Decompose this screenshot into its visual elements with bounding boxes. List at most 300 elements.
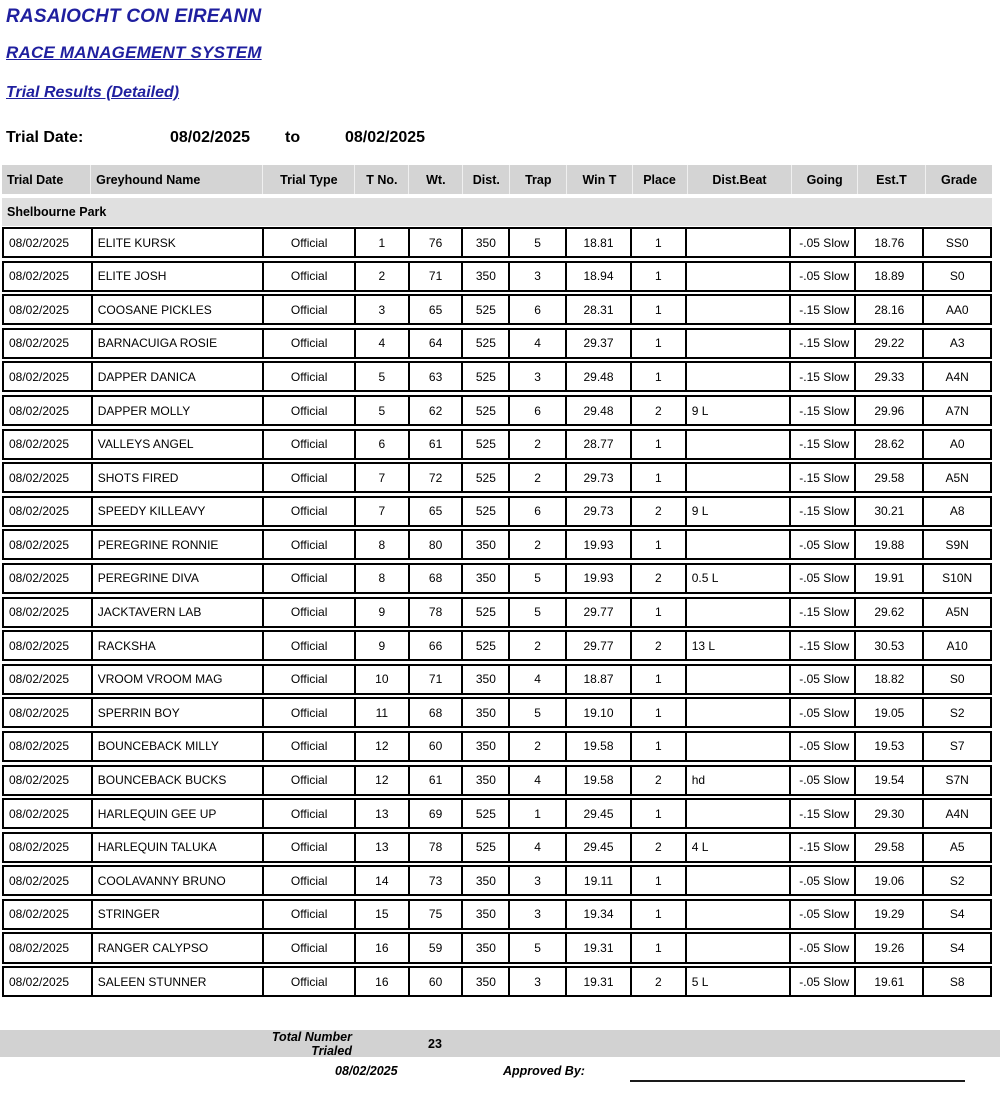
cell-greyhound-name: COOSANE PICKLES [93,296,265,323]
cell-t-no: 4 [356,330,410,357]
cell-trial-date: 08/02/2025 [4,968,93,995]
cell-trial-date: 08/02/2025 [4,296,93,323]
cell-trial-date: 08/02/2025 [4,733,93,760]
cell-dist: 350 [463,666,510,693]
cell-win-t: 19.93 [567,565,632,592]
cell-dist: 350 [463,263,510,290]
table-row [2,832,992,863]
column-header-grade: Grade [940,172,978,187]
cell-dist: 350 [463,699,510,726]
column-header-est-t: Est.T [858,165,926,194]
cell-trial-type: Official [264,934,356,961]
cell-wt: 66 [410,632,464,659]
cell-dist-beat: 5 L [687,968,792,995]
cell-trial-date: 08/02/2025 [4,800,93,827]
cell-trial-type: Official [264,464,356,491]
cell-dist: 350 [463,867,510,894]
cell-t-no: 6 [356,431,410,458]
cell-greyhound-name: STRINGER [93,901,265,928]
cell-dist-beat [687,599,792,626]
cell-t-no: 7 [356,498,410,525]
cell-t-no: 5 [356,363,410,390]
cell-wt: 65 [410,498,464,525]
cell-trap: 4 [510,834,567,861]
cell-trial-type: Official [264,767,356,794]
table-row [2,328,992,359]
cell-win-t: 29.37 [567,330,632,357]
cell-place: 2 [632,498,687,525]
cell-wt: 72 [410,464,464,491]
footer-report-date: 08/02/2025 [335,1064,398,1079]
cell-place: 1 [632,296,687,323]
cell-greyhound-name: RANGER CALYPSO [93,934,265,961]
cell-greyhound-name: COOLAVANNY BRUNO [93,867,265,894]
cell-wt: 80 [410,531,464,558]
cell-dist-beat [687,800,792,827]
cell-wt: 76 [410,229,464,256]
cell-trap: 3 [510,363,567,390]
cell-trial-date: 08/02/2025 [4,263,93,290]
cell-trap: 2 [510,464,567,491]
cell-t-no: 10 [356,666,410,693]
cell-wt: 61 [410,767,464,794]
cell-dist: 525 [463,431,510,458]
cell-win-t: 29.45 [567,800,632,827]
cell-est-t: 30.21 [856,498,924,525]
cell-trial-type: Official [264,263,356,290]
table-row [2,765,992,796]
cell-t-no: 11 [356,699,410,726]
trial-date-to: 08/02/2025 [345,129,426,146]
cell-trap: 4 [510,767,567,794]
cell-dist-beat [687,867,792,894]
cell-going: -.05 Slow [791,229,856,256]
cell-trap: 4 [510,330,567,357]
cell-est-t: 29.30 [856,800,924,827]
cell-trial-type: Official [264,363,356,390]
cell-trial-date: 08/02/2025 [4,531,93,558]
cell-trap: 5 [510,934,567,961]
cell-t-no: 12 [356,733,410,760]
cell-place: 1 [632,229,687,256]
cell-greyhound-name: PEREGRINE RONNIE [93,531,265,558]
cell-t-no: 14 [356,867,410,894]
cell-place: 2 [632,767,687,794]
table-row [2,429,992,460]
cell-wt: 59 [410,934,464,961]
cell-trial-date: 08/02/2025 [4,431,93,458]
cell-trial-date: 08/02/2025 [4,397,93,424]
cell-win-t: 19.11 [567,867,632,894]
cell-win-t: 29.77 [567,632,632,659]
cell-wt: 73 [410,867,464,894]
cell-place: 1 [632,263,687,290]
cell-trap: 6 [510,397,567,424]
cell-greyhound-name: PEREGRINE DIVA [93,565,265,592]
cell-dist: 525 [463,800,510,827]
cell-greyhound-name: ELITE JOSH [93,263,265,290]
cell-dist: 350 [463,531,510,558]
cell-grade: A5N [945,605,969,620]
cell-t-no: 1 [356,229,410,256]
cell-going: -.05 Slow [791,666,856,693]
cell-win-t: 29.48 [567,397,632,424]
cell-wt: 64 [410,330,464,357]
cell-trial-type: Official [264,431,356,458]
column-header-greyhound-name: Greyhound Name [91,165,263,194]
cell-dist: 350 [463,901,510,928]
column-header-t-no: T No. [355,165,409,194]
cell-trial-type: Official [264,296,356,323]
table-row [2,462,992,493]
cell-greyhound-name: SALEEN STUNNER [93,968,265,995]
cell-trap: 2 [510,431,567,458]
cell-going: -.05 Slow [791,531,856,558]
cell-wt: 78 [410,834,464,861]
cell-dist: 350 [463,767,510,794]
cell-going: -.05 Slow [791,699,856,726]
cell-win-t: 28.77 [567,431,632,458]
cell-grade: S0 [949,269,965,284]
cell-win-t: 18.81 [567,229,632,256]
cell-place: 1 [632,464,687,491]
cell-place: 1 [632,531,687,558]
cell-trial-date: 08/02/2025 [4,330,93,357]
cell-dist: 525 [463,498,510,525]
cell-grade: S4 [949,941,965,956]
cell-est-t: 28.62 [856,431,924,458]
cell-grade: AA0 [945,302,969,317]
cell-win-t: 19.58 [567,733,632,760]
cell-trial-date: 08/02/2025 [4,666,93,693]
cell-wt: 68 [410,699,464,726]
cell-greyhound-name: VROOM VROOM MAG [93,666,265,693]
cell-trial-type: Official [264,599,356,626]
cell-grade: S9N [945,537,969,552]
cell-dist-beat: hd [687,767,792,794]
cell-trial-type: Official [264,632,356,659]
cell-dist-beat [687,296,792,323]
cell-est-t: 28.16 [856,296,924,323]
cell-dist: 350 [463,934,510,961]
cell-win-t: 29.73 [567,464,632,491]
table-row [2,697,992,728]
org-title: RASAIOCHT CON EIREANN [6,6,262,27]
column-header-dist: Dist. [463,165,510,194]
total-trialed-bar [0,1030,1000,1057]
table-row [2,496,992,527]
cell-wt: 62 [410,397,464,424]
cell-dist-beat [687,363,792,390]
trial-date-label: Trial Date: [6,129,84,146]
table-row [2,798,992,829]
cell-dist: 525 [463,632,510,659]
cell-place: 1 [632,599,687,626]
cell-wt: 60 [410,968,464,995]
cell-greyhound-name: SHOTS FIRED [93,464,265,491]
cell-trial-type: Official [264,498,356,525]
cell-dist: 525 [463,363,510,390]
cell-greyhound-name: BARNACUIGA ROSIE [93,330,265,357]
cell-going: -.15 Slow [791,800,856,827]
cell-trap: 5 [510,599,567,626]
cell-grade: S2 [949,705,965,720]
track-section-row [2,198,992,226]
cell-grade: A4N [945,369,969,384]
table-row [2,261,992,292]
cell-trial-date: 08/02/2025 [4,901,93,928]
cell-win-t: 19.31 [567,968,632,995]
cell-going: -.05 Slow [791,901,856,928]
cell-wt: 63 [410,363,464,390]
cell-grade: A0 [949,437,965,452]
cell-trap: 3 [510,867,567,894]
cell-win-t: 19.58 [567,767,632,794]
cell-going: -.15 Slow [791,397,856,424]
cell-greyhound-name: DAPPER MOLLY [93,397,265,424]
table-row [2,294,992,325]
cell-trap: 6 [510,296,567,323]
column-header-trial-date: Trial Date [2,165,91,194]
cell-going: -.05 Slow [791,968,856,995]
cell-dist-beat: 9 L [687,498,792,525]
cell-trial-type: Official [264,968,356,995]
cell-trial-date: 08/02/2025 [4,464,93,491]
cell-trial-type: Official [264,901,356,928]
cell-trial-type: Official [264,397,356,424]
cell-place: 2 [632,565,687,592]
cell-trial-date: 08/02/2025 [4,229,93,256]
table-row [2,597,992,628]
cell-t-no: 7 [356,464,410,491]
cell-trap: 3 [510,263,567,290]
cell-trap: 1 [510,800,567,827]
cell-trial-date: 08/02/2025 [4,867,93,894]
cell-t-no: 16 [356,934,410,961]
footer-approval-line [0,1061,1000,1101]
cell-t-no: 16 [356,968,410,995]
cell-greyhound-name: SPEEDY KILLEAVY [93,498,265,525]
total-trialed-label: Total Number Trialed [271,1029,352,1058]
cell-dist: 350 [463,733,510,760]
table-row [2,563,992,594]
cell-place: 1 [632,330,687,357]
cell-est-t: 18.76 [856,229,924,256]
cell-trial-type: Official [264,834,356,861]
cell-grade: S2 [949,873,965,888]
cell-greyhound-name: RACKSHA [93,632,265,659]
cell-est-t: 18.82 [856,666,924,693]
cell-est-t: 19.05 [856,699,924,726]
cell-trial-date: 08/02/2025 [4,934,93,961]
cell-win-t: 19.10 [567,699,632,726]
cell-place: 1 [632,867,687,894]
column-header-wt: Wt. [409,165,463,194]
cell-grade: S0 [949,672,965,687]
cell-wt: 61 [410,431,464,458]
cell-going: -.15 Slow [791,632,856,659]
cell-greyhound-name: BOUNCEBACK MILLY [93,733,265,760]
cell-grade: SS0 [945,235,969,250]
cell-wt: 68 [410,565,464,592]
cell-place: 1 [632,934,687,961]
cell-dist: 525 [463,834,510,861]
cell-t-no: 3 [356,296,410,323]
cell-place: 1 [632,901,687,928]
table-row [2,899,992,930]
cell-grade: A3 [949,336,965,351]
total-trialed-value: 23 [428,1036,442,1051]
table-row [2,966,992,997]
cell-dist-beat [687,934,792,961]
table-body [2,227,992,997]
cell-dist: 350 [463,968,510,995]
cell-place: 1 [632,431,687,458]
signature-line [630,1080,965,1082]
cell-est-t: 19.29 [856,901,924,928]
cell-place: 1 [632,733,687,760]
table-row [2,664,992,695]
cell-going: -.05 Slow [791,867,856,894]
cell-place: 1 [632,363,687,390]
cell-est-t: 19.88 [856,531,924,558]
cell-going: -.15 Slow [791,330,856,357]
cell-trap: 2 [510,531,567,558]
cell-dist: 525 [463,599,510,626]
cell-wt: 60 [410,733,464,760]
cell-est-t: 19.26 [856,934,924,961]
results-table [2,165,992,997]
cell-est-t: 19.91 [856,565,924,592]
cell-going: -.05 Slow [791,767,856,794]
cell-est-t: 29.58 [856,834,924,861]
cell-est-t: 29.62 [856,599,924,626]
cell-wt: 78 [410,599,464,626]
cell-grade: S7N [945,773,969,788]
cell-grade: S7 [949,739,965,754]
cell-t-no: 2 [356,263,410,290]
column-header-trial-type: Trial Type [263,165,355,194]
cell-win-t: 29.45 [567,834,632,861]
cell-going: -.15 Slow [791,599,856,626]
trial-date-line [6,129,1000,151]
cell-greyhound-name: JACKTAVERN LAB [93,599,265,626]
cell-trial-type: Official [264,699,356,726]
cell-trial-date: 08/02/2025 [4,363,93,390]
cell-grade: A8 [949,504,965,519]
cell-t-no: 13 [356,800,410,827]
cell-dist-beat [687,699,792,726]
cell-trial-date: 08/02/2025 [4,498,93,525]
table-row [2,395,992,426]
cell-dist-beat: 4 L [687,834,792,861]
cell-grade: A5 [949,840,965,855]
cell-win-t: 19.93 [567,531,632,558]
cell-wt: 65 [410,296,464,323]
cell-grade: S8 [949,974,965,989]
cell-going: -.15 Slow [791,363,856,390]
cell-dist-beat: 0.5 L [687,565,792,592]
cell-est-t: 19.61 [856,968,924,995]
cell-going: -.15 Slow [791,834,856,861]
cell-greyhound-name: HARLEQUIN GEE UP [93,800,265,827]
cell-greyhound-name: HARLEQUIN TALUKA [93,834,265,861]
cell-place: 1 [632,699,687,726]
column-header-trap: Trap [510,165,567,194]
cell-est-t: 19.06 [856,867,924,894]
column-header-win-t: Win T [567,165,632,194]
cell-est-t: 29.33 [856,363,924,390]
cell-going: -.15 Slow [791,296,856,323]
cell-grade: A10 [946,638,968,653]
cell-est-t: 29.22 [856,330,924,357]
cell-trial-type: Official [264,330,356,357]
cell-going: -.05 Slow [791,934,856,961]
cell-win-t: 28.31 [567,296,632,323]
cell-going: -.15 Slow [791,498,856,525]
cell-greyhound-name: DAPPER DANICA [93,363,265,390]
cell-trial-date: 08/02/2025 [4,565,93,592]
table-header-row [2,165,992,194]
cell-dist-beat [687,464,792,491]
cell-going: -.15 Slow [791,431,856,458]
cell-trial-type: Official [264,733,356,760]
cell-est-t: 19.54 [856,767,924,794]
cell-est-t: 18.89 [856,263,924,290]
cell-est-t: 19.53 [856,733,924,760]
cell-trap: 3 [510,968,567,995]
cell-going: -.05 Slow [791,733,856,760]
table-row [2,731,992,762]
cell-greyhound-name: SPERRIN BOY [93,699,265,726]
cell-place: 1 [632,800,687,827]
cell-grade: S4 [949,907,965,922]
cell-dist-beat [687,531,792,558]
cell-dist-beat [687,901,792,928]
cell-dist-beat [687,431,792,458]
cell-dist: 525 [463,464,510,491]
cell-going: -.05 Slow [791,565,856,592]
cell-trap: 5 [510,699,567,726]
cell-wt: 69 [410,800,464,827]
cell-trap: 2 [510,632,567,659]
column-header-dist-beat: Dist.Beat [688,165,793,194]
cell-greyhound-name: BOUNCEBACK BUCKS [93,767,265,794]
cell-t-no: 8 [356,531,410,558]
cell-t-no: 15 [356,901,410,928]
cell-dist-beat: 9 L [687,397,792,424]
cell-dist-beat [687,666,792,693]
cell-est-t: 30.53 [856,632,924,659]
cell-dist: 350 [463,229,510,256]
cell-t-no: 9 [356,599,410,626]
cell-dist: 525 [463,330,510,357]
cell-trial-type: Official [264,867,356,894]
cell-grade: A4N [945,806,969,821]
cell-dist-beat [687,330,792,357]
cell-trial-type: Official [264,229,356,256]
table-row [2,630,992,661]
report-title: Trial Results (Detailed) [6,84,180,101]
table-row [2,227,992,258]
cell-place: 2 [632,632,687,659]
cell-t-no: 13 [356,834,410,861]
cell-trap: 4 [510,666,567,693]
cell-dist: 525 [463,397,510,424]
cell-dist-beat [687,229,792,256]
approved-by-label: Approved By: [503,1064,585,1079]
cell-est-t: 29.96 [856,397,924,424]
